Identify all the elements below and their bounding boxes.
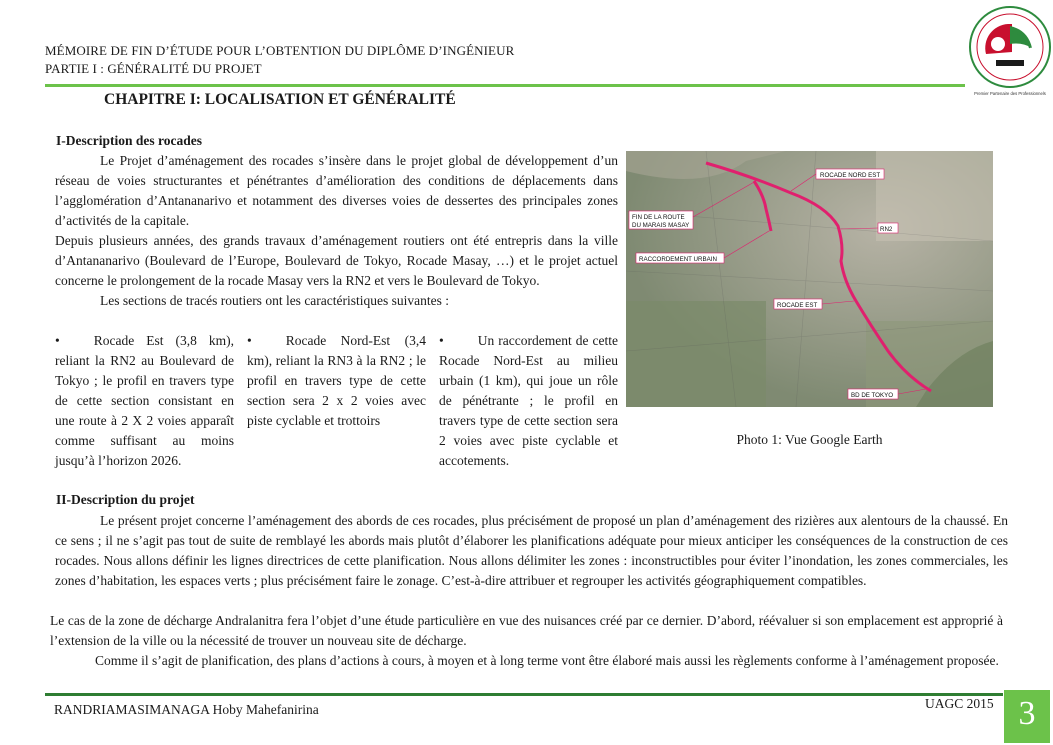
header-divider — [45, 84, 965, 87]
paragraph: Le cas de la zone de décharge Andralanitra fera l’objet d’une étude particulière en vue des nuisances créé par ce dernier. D’abord, réévaluer si son emplacement est approprié à l’extension de la ville ou la nécessité de trouver un nouveau site de décharge. — [50, 613, 1003, 648]
bullet-icon: • — [439, 333, 444, 348]
bullet-text: Rocade Nord-Est (3,4 km), reliant la RN3 à la RN2 ; le profil en travers type de cette section sera 2 x 2 voies avec piste cyclable et trottoirs — [247, 333, 426, 428]
label-fin-route-2: DU MARAIS MASAY — [632, 222, 690, 229]
photo-caption: Photo 1: Vue Google Earth — [736, 432, 883, 447]
page-number: 3 — [1004, 690, 1050, 743]
paragraph: Le présent projet concerne l’aménagement des abords de ces rocades, plus précisément de proposé un plan d’aménagement des rizières aux alentours de la chaussé. En ce sens ; il ne s’agit pas tout de suite de remblayé les abords mais plutôt d’élaborer les planifications adéquate pour mieux anticiper les conséquences de la construction de ces rocades. Nous allons définir les lignes directrices de cette planification. Nous allons délimiter les zones : inconstructibles pour éviter l’inondation, les zones commerciales, les zones d’habitation, les espaces verts ; plus précisément faire le zonage. C’est-à-dire attribuer et regrouper les activités géographiquement compatibles. — [55, 513, 1008, 588]
paragraph: Comme il s’agit de planification, des plans d’actions à cours, à moyen et à long terme vont être élaboré mais aussi les règlements conforme à l’aménagement proposée. — [95, 653, 999, 668]
paragraph: Les sections de tracés routiers ont les caractéristiques suivantes : — [100, 293, 450, 308]
section-heading-rocades: I-Description des rocades — [56, 133, 202, 148]
bullet-text: Un raccordement de cette Rocade Nord-Est au milieu urbain (1 km), qui joue un rôle de pénétrante ; le profil en travers type de cette section sera 2 voies avec piste cyclable et accotements. — [439, 333, 618, 468]
chapter-title: CHAPITRE I: LOCALISATION ET GÉNÉRALITÉ — [104, 91, 456, 108]
header-title: MÉMOIRE DE FIN D’ÉTUDE POUR L’OBTENTION DU DIPLÔME D’INGÉNIEUR — [45, 43, 515, 58]
header-part: PARTIE I : GÉNÉRALITÉ DU PROJET — [45, 61, 262, 76]
paragraph: Le Projet d’aménagement des rocades s’insère dans le projet global de développement d’un réseau de voies structurantes et pénétrantes d’amélioration des conditions de déplacements dans l’agglomération d’Antananarivo et notamment des diverses voies de dessertes des principales zones d’activités de la capitale. — [55, 153, 618, 228]
section1-intro — [55, 151, 618, 311]
bullet-text: Rocade Est (3,8 km), reliant la RN2 au Boulevard de Tokyo ; le profil en travers type de cette section consistant en une route à 2 X 2 voies apparaît comme suffisant au moins jusqu’à l’horizon 2026. — [55, 333, 234, 468]
bullet-icon: • — [247, 333, 252, 348]
bullet-column — [247, 331, 426, 431]
section-heading-projet: II-Description du projet — [56, 492, 195, 507]
section2-body-cont — [50, 611, 1003, 671]
label-rn2: RN2 — [880, 226, 893, 233]
footer-author: RANDRIAMASIMANAGA Hoby Mahefanirina — [54, 702, 319, 717]
label-fin-route: FIN DE LA ROUTE — [632, 214, 685, 221]
label-rocade-est: ROCADE EST — [777, 302, 818, 309]
bullet-icon: • — [55, 333, 60, 348]
footer-institution: UAGC 2015 — [925, 696, 994, 711]
section2-body — [55, 511, 1008, 591]
bullet-column — [439, 331, 618, 471]
paragraph: Depuis plusieurs années, des grands travaux d’aménagement routiers ont été entrepris dans la ville d’Antananarivo (Boulevard de l’Europe, Boulevard de Tokyo, Rocade Masay, …) et le projet actuel concerne le prolongement de la rocade Masay vers la RN2 et vers le Boulevard de Tokyo. — [55, 233, 618, 288]
bullet-column — [55, 331, 234, 471]
footer-divider — [45, 693, 1003, 696]
google-earth-photo — [626, 151, 993, 407]
label-raccordement: RACCORDEMENT URBAIN — [639, 256, 717, 263]
school-logo — [966, 4, 1053, 100]
logo-tagline: Premier Partenaire des Professionnels — [974, 91, 1046, 96]
label-bd-tokyo: BD DE TOKYO — [851, 392, 894, 399]
label-rocade-nord-est: ROCADE NORD EST — [820, 172, 881, 179]
